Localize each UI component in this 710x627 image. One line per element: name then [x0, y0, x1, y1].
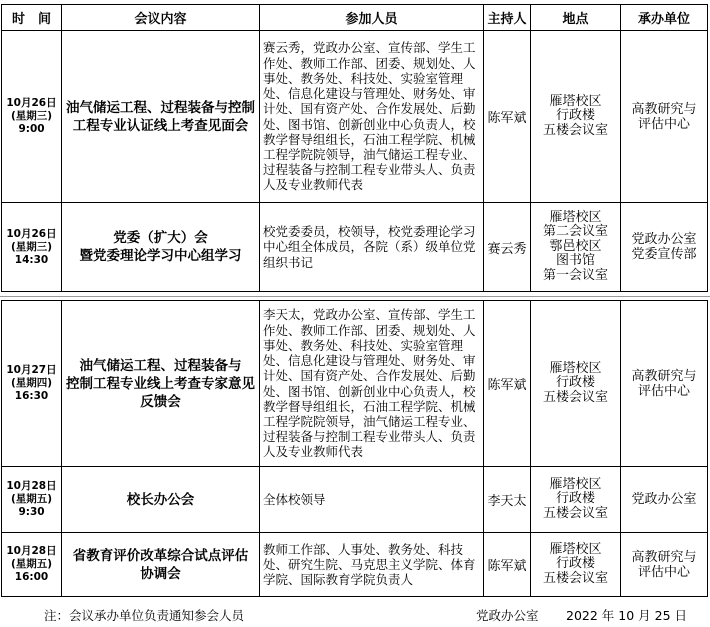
meeting-clock: 9:30	[18, 506, 45, 518]
meeting-attendees: 全体校领导	[260, 467, 484, 533]
meeting-clock: 16:30	[14, 390, 49, 402]
meeting-time	[2, 301, 62, 467]
meeting-time	[2, 203, 62, 292]
table-row	[2, 533, 708, 597]
header-row	[2, 5, 708, 31]
table-row	[2, 467, 708, 533]
meeting-organizer: 高教研究与 评估中心	[621, 301, 708, 467]
footer-date: 2022 年 10 月 25 日	[566, 608, 687, 623]
meeting-time	[2, 467, 62, 533]
header-attendees: 参加人员	[260, 5, 484, 31]
header-content: 会议内容	[62, 5, 260, 31]
header-host: 主持人	[484, 5, 531, 31]
meeting-weekday: (星期五)	[10, 558, 53, 570]
meeting-organizer: 党政办公室 党委宣传部	[621, 203, 708, 292]
meeting-location: 雁塔校区 第二会议室 鄠邑校区 图书馆 第一会议室	[531, 203, 621, 292]
header-time: 时 间	[2, 5, 62, 31]
table-row	[2, 301, 708, 467]
meeting-attendees: 李天太，党政办公室、宣传部、学生工作处、教师工作部、团委、规划处、人事处、教务处、科技处、实验室管理处、信息化建设与管理处、财务处、审计处、国有资产处、合作发展处、后勤处、图书馆、创新创业中心负责人，校教学督导组组长，石油工程学院、机械工程学院院领导，油气储运工程专业、过程装备与控制工程专业带头人、负责人及专业教师代表	[260, 301, 484, 467]
header-organizer: 承办单位	[621, 5, 708, 31]
meeting-clock: 14:30	[14, 253, 49, 266]
meeting-host: 陈军斌	[484, 533, 531, 597]
meeting-location: 雁塔校区 行政楼 五楼会议室	[531, 301, 621, 467]
footer-office: 党政办公室	[476, 608, 539, 623]
meeting-organizer: 高教研究与 评估中心	[621, 533, 708, 597]
meeting-content: 省教育评价改革综合试点评估 协调会	[62, 533, 260, 597]
meeting-host: 李天太	[484, 467, 531, 533]
meeting-content: 党委（扩大）会 暨党委理论学习中心组学习	[62, 203, 260, 292]
meeting-weekday: (星期三)	[10, 110, 53, 122]
meeting-date: 10月28日	[6, 545, 57, 557]
meeting-host: 陈军斌	[484, 301, 531, 467]
meeting-time	[2, 533, 62, 597]
meeting-location: 雁塔校区 行政楼 五楼会议室	[531, 467, 621, 533]
meeting-date: 10月28日	[6, 480, 57, 492]
meeting-clock: 9:00	[18, 123, 45, 135]
header-location: 地点	[531, 5, 621, 31]
table-row	[2, 203, 708, 292]
schedule-table-top	[1, 4, 708, 292]
meeting-location: 雁塔校区 行政楼 五楼会议室	[531, 533, 621, 597]
meeting-weekday: (星期三)	[10, 240, 53, 253]
meeting-location: 雁塔校区 行政楼 五楼会议室	[531, 31, 621, 203]
meeting-content: 油气储运工程、过程装备与 控制工程专业线上考查专家意见 反馈会	[62, 301, 260, 467]
meeting-organizer: 高教研究与 评估中心	[621, 31, 708, 203]
meeting-host: 陈军斌	[484, 31, 531, 203]
meeting-weekday: (星期四)	[10, 377, 53, 389]
meeting-organizer: 党政办公室	[621, 467, 708, 533]
meeting-host: 赛云秀	[484, 203, 531, 292]
meeting-attendees: 赛云秀，党政办公室、宣传部、学生工作处、教师工作部、团委、规划处、人事处、教务处、科技处、实验室管理处、信息化建设与管理处、财务处、审计处、国有资产处、合作发展处、后勤处、图书馆、创新创业中心负责人，校教学督导组组长，石油工程学院、机械工程学院院领导，油气储运工程专业、过程装备与控制工程专业带头人、负责人及专业教师代表	[260, 31, 484, 203]
meeting-content: 油气储运工程、过程装备与控制 工程专业认证线上考查见面会	[62, 31, 260, 203]
footer-note: 注：会议承办单位负责通知参会人员	[44, 608, 245, 623]
meeting-date: 10月26日	[6, 97, 57, 109]
meeting-time	[2, 31, 62, 203]
meeting-date: 10月27日	[6, 364, 57, 376]
meeting-date: 10月26日	[6, 227, 57, 240]
meeting-content: 校长办公会	[62, 467, 260, 533]
meeting-weekday: (星期五)	[10, 493, 53, 505]
table-row	[2, 31, 708, 203]
meeting-attendees: 教师工作部、人事处、教务处、科技处、研究生院、马克思主义学院、体育学院、国际教育学院负责人	[260, 533, 484, 597]
meeting-clock: 16:00	[14, 571, 49, 583]
meeting-attendees: 校党委委员，校领导，校党委理论学习中心组全体成员，各院（系）级单位党组织书记	[260, 203, 484, 292]
schedule-table-bottom	[1, 300, 708, 597]
